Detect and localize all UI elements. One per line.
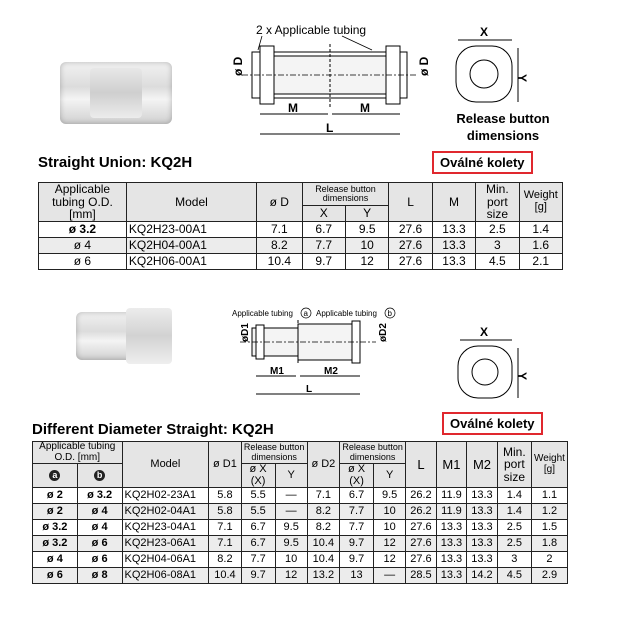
- cell-ya: —: [275, 504, 307, 520]
- col-mark-a: [33, 464, 78, 488]
- dim-m2: M2: [324, 366, 338, 377]
- cell-a: ø 6: [33, 568, 78, 584]
- cell-d: 8.2: [257, 237, 303, 253]
- cell-port: 2.5: [476, 221, 519, 237]
- cell-d2: 8.2: [307, 504, 339, 520]
- release-button-drawing-2: [454, 324, 530, 404]
- col-release: Release button dimensions: [302, 183, 389, 206]
- cell-m2: 14.2: [467, 568, 498, 584]
- cell-l: 27.6: [389, 221, 432, 237]
- col-tubing: Applicable tubing O.D. [mm]: [33, 442, 123, 464]
- dim-d2: øD2: [378, 323, 389, 342]
- tubing-a-label: Applicable tubing: [232, 309, 293, 318]
- release-button-caption: [438, 110, 568, 144]
- dim-d1: øD1: [240, 323, 251, 342]
- cell-m: 13.3: [432, 253, 475, 269]
- cell-weight: 1.8: [531, 536, 567, 552]
- cell-l: 26.2: [406, 504, 437, 520]
- cell-d: 7.1: [257, 221, 303, 237]
- cell-l: 27.6: [406, 536, 437, 552]
- tubing-b-mark: b: [387, 309, 392, 318]
- col-y: Y: [345, 206, 388, 222]
- cell-d1: 5.8: [209, 488, 241, 504]
- dim-m1: M1: [270, 366, 284, 377]
- col-x-a: ø X (X): [241, 464, 275, 488]
- cell-port: 1.4: [497, 488, 531, 504]
- cell-port: 2.5: [497, 536, 531, 552]
- cell-d1: 7.1: [209, 520, 241, 536]
- cell-m1: 11.9: [436, 488, 467, 504]
- cell-d2: 7.1: [307, 488, 339, 504]
- mark-b-icon: b: [94, 470, 105, 481]
- cell-m1: 13.3: [436, 520, 467, 536]
- tubing-callout: 2 x Applicable tubing: [256, 23, 367, 37]
- tubing-b-label: Applicable tubing: [316, 309, 377, 318]
- oval-collet-label-1: Oválné kolety: [432, 151, 533, 174]
- cell-model: KQ2H04-06A1: [122, 552, 209, 568]
- cell-l: 27.6: [406, 552, 437, 568]
- cell-m2: 13.3: [467, 552, 498, 568]
- cell-model: KQ2H23-00A1: [126, 221, 256, 237]
- cell-m: 13.3: [432, 237, 475, 253]
- cell-a: ø 3.2: [33, 536, 78, 552]
- cell-xb: 6.7: [340, 488, 374, 504]
- cell-xa: 5.5: [241, 504, 275, 520]
- dim-y: Y: [515, 372, 529, 381]
- col-model: Model: [126, 183, 256, 222]
- union-fitting-photo: [60, 62, 172, 124]
- cell-b: ø 8: [77, 568, 122, 584]
- dim-y: Y: [515, 74, 529, 83]
- cell-x: 7.7: [302, 237, 345, 253]
- cell-xb: 13: [340, 568, 374, 584]
- cell-port: 2.5: [497, 520, 531, 536]
- release-caption-line2: dimensions: [466, 128, 540, 143]
- cell-port: 1.4: [497, 504, 531, 520]
- cell-l: 27.6: [389, 253, 432, 269]
- reducer-dimension-drawing: [226, 306, 406, 402]
- cell-weight: 1.6: [519, 237, 562, 253]
- col-weight: Weight [g]: [531, 442, 567, 488]
- cell-l: 27.6: [406, 520, 437, 536]
- col-release-a: Release button dimensions: [241, 442, 307, 464]
- cell-model: KQ2H06-08A1: [122, 568, 209, 584]
- cell-yb: 10: [374, 504, 406, 520]
- cell-yb: —: [374, 568, 406, 584]
- col-weight: Weight [g]: [519, 183, 562, 222]
- cell-yb: 9.5: [374, 488, 406, 504]
- dim-d-right: ø D: [417, 56, 431, 76]
- dim-x: X: [480, 25, 489, 39]
- cell-ya: —: [275, 488, 307, 504]
- cell-m2: 13.3: [467, 536, 498, 552]
- cell-b: ø 6: [77, 536, 122, 552]
- col-m: M: [432, 183, 475, 222]
- tubing-a-mark: a: [303, 309, 308, 318]
- cell-d1: 7.1: [209, 536, 241, 552]
- cell-xa: 6.7: [241, 520, 275, 536]
- cell-a: ø 3.2: [33, 520, 78, 536]
- col-l: L: [389, 183, 432, 222]
- col-x: X: [302, 206, 345, 222]
- dim-x: X: [480, 325, 489, 339]
- col-release-b: Release button dimensions: [340, 442, 406, 464]
- col-l: L: [406, 442, 437, 488]
- cell-weight: 1.4: [519, 221, 562, 237]
- cell-model: KQ2H23-04A1: [122, 520, 209, 536]
- col-m1: M1: [436, 442, 467, 488]
- cell-y: 9.5: [345, 221, 388, 237]
- cell-b: ø 4: [77, 504, 122, 520]
- dim-m-right: M: [360, 101, 370, 115]
- cell-l: 26.2: [406, 488, 437, 504]
- dim-m-left: M: [288, 101, 298, 115]
- cell-model: KQ2H02-23A1: [122, 488, 209, 504]
- col-min-port: Min. port size: [497, 442, 531, 488]
- oval-collet-label-2: Oválné kolety: [442, 412, 543, 435]
- reducer-fitting-photo: [76, 312, 172, 360]
- cell-xb: 7.7: [340, 504, 374, 520]
- col-x-b: ø X (X): [340, 464, 374, 488]
- cell-m1: 11.9: [436, 504, 467, 520]
- cell-m1: 13.3: [436, 536, 467, 552]
- col-d1: ø D1: [209, 442, 241, 488]
- col-mark-b: [77, 464, 122, 488]
- cell-m2: 13.3: [467, 488, 498, 504]
- section2-title: Different Diameter Straight: KQ2H: [32, 421, 274, 438]
- cell-y: 12: [345, 253, 388, 269]
- table-row: [33, 552, 568, 568]
- cell-m1: 13.3: [436, 552, 467, 568]
- cell-yb: 12: [374, 536, 406, 552]
- table-row: [33, 536, 568, 552]
- cell-m: 13.3: [432, 221, 475, 237]
- col-y-b: Y: [374, 464, 406, 488]
- col-m2: M2: [467, 442, 498, 488]
- cell-a: ø 4: [33, 552, 78, 568]
- cell-ya: 9.5: [275, 520, 307, 536]
- cell-weight: 2.9: [531, 568, 567, 584]
- cell-d2: 10.4: [307, 536, 339, 552]
- union-dimension-drawing: [222, 20, 432, 150]
- cell-model: KQ2H02-04A1: [122, 504, 209, 520]
- cell-weight: 1.2: [531, 504, 567, 520]
- cell-m2: 13.3: [467, 504, 498, 520]
- col-model: Model: [122, 442, 209, 488]
- dim-l: L: [306, 384, 313, 395]
- table-row: [39, 221, 563, 237]
- cell-model: KQ2H06-00A1: [126, 253, 256, 269]
- table-row: [39, 253, 563, 269]
- col-tubing: Applicable tubing O.D. [mm]: [39, 183, 127, 222]
- dim-l: L: [326, 121, 334, 135]
- cell-ya: 12: [275, 568, 307, 584]
- cell-weight: 1.1: [531, 488, 567, 504]
- cell-x: 6.7: [302, 221, 345, 237]
- cell-yb: 12: [374, 552, 406, 568]
- mark-a-icon: a: [49, 470, 60, 481]
- cell-weight: 1.5: [531, 520, 567, 536]
- cell-tube: ø 6: [39, 253, 127, 269]
- section1-title: Straight Union: KQ2H: [38, 154, 193, 171]
- release-caption-line1: Release button: [456, 111, 550, 126]
- cell-xa: 7.7: [241, 552, 275, 568]
- table-row: [39, 237, 563, 253]
- cell-port: 4.5: [497, 568, 531, 584]
- cell-port: 4.5: [476, 253, 519, 269]
- cell-d2: 13.2: [307, 568, 339, 584]
- cell-yb: 10: [374, 520, 406, 536]
- cell-m2: 13.3: [467, 520, 498, 536]
- cell-b: ø 6: [77, 552, 122, 568]
- cell-xa: 5.5: [241, 488, 275, 504]
- cell-m1: 13.3: [436, 568, 467, 584]
- cell-d: 10.4: [257, 253, 303, 269]
- cell-weight: 2: [531, 552, 567, 568]
- col-min-port: Min. port size: [476, 183, 519, 222]
- cell-model: KQ2H04-00A1: [126, 237, 256, 253]
- cell-ya: 9.5: [275, 536, 307, 552]
- cell-b: ø 4: [77, 520, 122, 536]
- cell-port: 3: [476, 237, 519, 253]
- cell-tube: ø 3.2: [39, 221, 127, 237]
- cell-xa: 9.7: [241, 568, 275, 584]
- cell-l: 27.6: [389, 237, 432, 253]
- cell-d1: 8.2: [209, 552, 241, 568]
- cell-model: KQ2H23-06A1: [122, 536, 209, 552]
- cell-d2: 8.2: [307, 520, 339, 536]
- cell-d2: 10.4: [307, 552, 339, 568]
- table-row: [33, 568, 568, 584]
- cell-d1: 5.8: [209, 504, 241, 520]
- cell-a: ø 2: [33, 488, 78, 504]
- col-y-a: Y: [275, 464, 307, 488]
- col-d: ø D: [257, 183, 303, 222]
- straight-union-table: [38, 182, 563, 270]
- col-d2: ø D2: [307, 442, 339, 488]
- cell-xb: 7.7: [340, 520, 374, 536]
- cell-y: 10: [345, 237, 388, 253]
- cell-l: 28.5: [406, 568, 437, 584]
- cell-tube: ø 4: [39, 237, 127, 253]
- table-row: [33, 488, 568, 504]
- cell-b: ø 3.2: [77, 488, 122, 504]
- cell-weight: 2.1: [519, 253, 562, 269]
- cell-a: ø 2: [33, 504, 78, 520]
- cell-d1: 10.4: [209, 568, 241, 584]
- cell-ya: 10: [275, 552, 307, 568]
- cell-x: 9.7: [302, 253, 345, 269]
- table-row: [33, 504, 568, 520]
- table-row: [33, 520, 568, 536]
- different-diameter-table: [32, 441, 568, 584]
- dim-d-left: ø D: [231, 56, 245, 76]
- cell-xa: 6.7: [241, 536, 275, 552]
- cell-xb: 9.7: [340, 536, 374, 552]
- cell-xb: 9.7: [340, 552, 374, 568]
- release-button-drawing: [450, 24, 530, 108]
- cell-port: 3: [497, 552, 531, 568]
